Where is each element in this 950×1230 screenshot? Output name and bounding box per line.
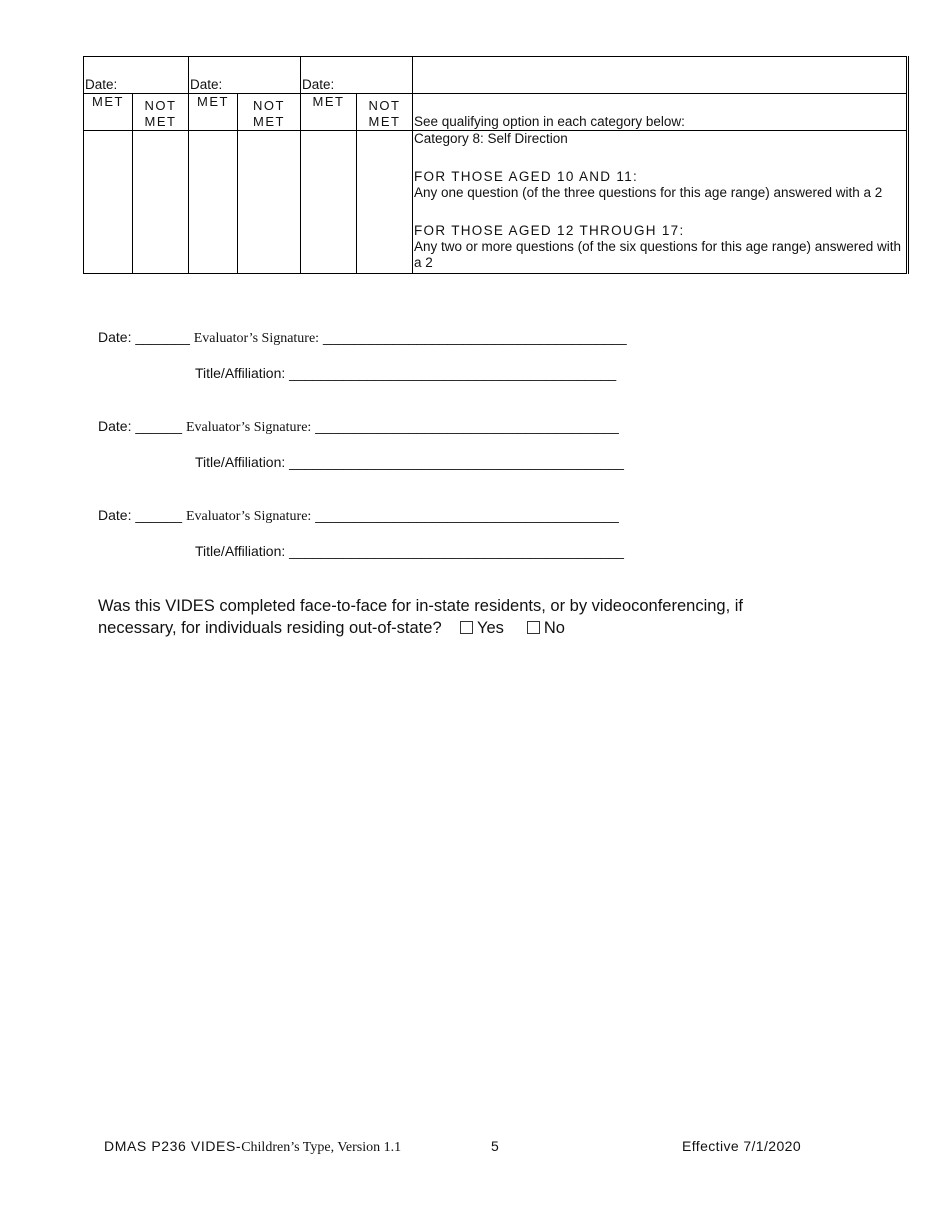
met-header-row	[84, 94, 908, 131]
header-note: See qualifying option in each category below:	[413, 94, 908, 131]
footer-page-number: 5	[491, 1138, 499, 1154]
category-title: Category 8: Self Direction	[414, 131, 568, 146]
date-cell-3[interactable]: Date:	[301, 57, 413, 94]
question-text-line-1: Was this VIDES completed face-to-face for in-state residents, or by videoconferencing, if	[98, 597, 744, 615]
category-row	[84, 131, 908, 274]
met-header-1: MET	[84, 94, 133, 131]
criteria-table	[83, 56, 909, 274]
signature-line-1[interactable]: Date: _______ Evaluator’s Signature: _______________________________________	[98, 329, 627, 346]
date-cell-2[interactable]: Date:	[189, 57, 301, 94]
title-affiliation-line-3[interactable]: Title/Affiliation: ___________________________________________	[195, 543, 624, 559]
title-affiliation-line-1[interactable]: Title/Affiliation: __________________________________________	[195, 365, 617, 381]
no-label: No	[543, 619, 565, 637]
not-met-checkbox-cell-2[interactable]	[238, 131, 301, 274]
not-met-header-3: NOT MET	[357, 94, 413, 131]
met-checkbox-cell-3[interactable]	[301, 131, 357, 274]
question-text-line-2: necessary, for individuals residing out-of-state? Yes No	[98, 619, 565, 637]
date-row	[84, 57, 908, 94]
met-checkbox-cell-2[interactable]	[189, 131, 238, 274]
age-group-10-11-text: Any one question (of the three questions for this age range) answered with a 2	[414, 185, 883, 200]
yes-checkbox[interactable]	[460, 621, 473, 634]
yes-label: Yes	[476, 619, 504, 637]
blank-header-cell	[413, 57, 908, 94]
not-met-header-1: NOT MET	[133, 94, 189, 131]
age-group-12-17-text: Any two or more questions (of the six questions for this age range) answered with a 2	[414, 239, 901, 270]
met-header-2: MET	[189, 94, 238, 131]
date-cell-1[interactable]: Date:	[84, 57, 189, 94]
not-met-checkbox-cell-3[interactable]	[357, 131, 413, 274]
face-to-face-question	[98, 595, 798, 639]
age-group-10-11-heading: FOR THOSE AGED 10 AND 11:	[414, 169, 639, 184]
met-checkbox-cell-1[interactable]	[84, 131, 133, 274]
not-met-header-2: NOT MET	[238, 94, 301, 131]
met-header-3: MET	[301, 94, 357, 131]
footer-effective-date: Effective 7/1/2020	[682, 1138, 802, 1154]
title-affiliation-line-2[interactable]: Title/Affiliation: ___________________________________________	[195, 454, 624, 470]
signature-line-2[interactable]: Date: ______ Evaluator’s Signature: _______________________________________	[98, 418, 619, 435]
not-met-checkbox-cell-1[interactable]	[133, 131, 189, 274]
signature-line-3[interactable]: Date: ______ Evaluator’s Signature: _______________________________________	[98, 507, 619, 524]
no-checkbox[interactable]	[527, 621, 540, 634]
age-group-12-17-heading: FOR THOSE AGED 12 THROUGH 17:	[414, 223, 685, 238]
footer-form-name: DMAS P236 VIDES-Children’s Type, Version 1.1	[104, 1138, 402, 1155]
category-description	[413, 131, 908, 274]
